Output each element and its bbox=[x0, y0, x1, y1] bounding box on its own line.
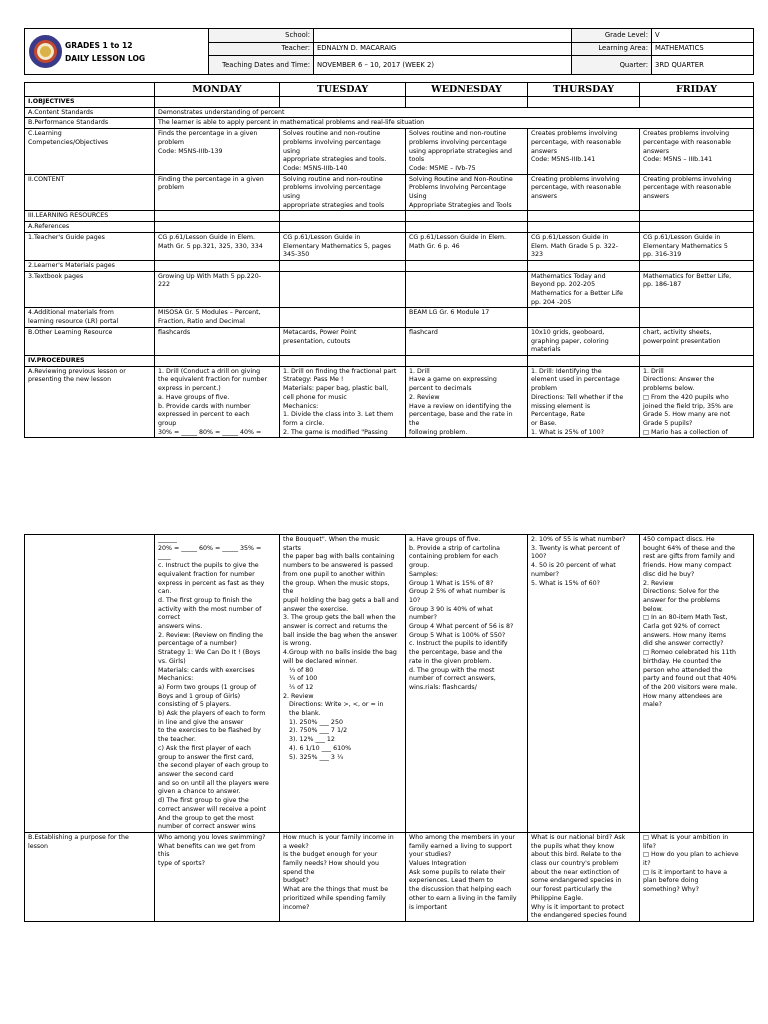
cell-tuesday: CG p.61/Lesson Guide in Elementary Mathematics 5, pages 345-350 bbox=[280, 232, 406, 260]
learning-area-label: Learning Area: bbox=[572, 42, 652, 56]
cell-wednesday: a. Have groups of five. b. Provide a strip of cartolina containing problem for each group. Samples: Group 1 What is 15% of 8? Group 2 5% of what number is 10? Group 3 90 is 40% of what number? Group 4 What percent of 56 is 8? Group 5 What is 100% of 550? c. Instruct the pupils to identify the percentage, base and the rate in the given problem. d. The group with the most number of correct answers, wins.rials: flashcards/ bbox=[406, 535, 528, 833]
quarter-value: 3RD QUARTER bbox=[652, 56, 754, 75]
row-label-ii-content: II.CONTENT bbox=[25, 174, 155, 211]
cell-tuesday bbox=[280, 222, 406, 233]
day-header-blank bbox=[25, 83, 155, 97]
cell-tuesday: How much is your family income in a week? Is the budget enough for your family needs? How should you spend the budget? What are the things that must be prioritized while spending family income? bbox=[280, 832, 406, 921]
cell-tuesday: Solving routine and non-routine problems involving percentage using appropriate strategies and tools bbox=[280, 174, 406, 211]
cell-thursday: What is our national bird? Ask the pupils what they know about this bird. Relate to the class our country's problem about the near extinction of some endangered species in our forest particularly the Philippine Eagle. Why is it important to protect the endangered species found bbox=[528, 832, 640, 921]
teacher-value: EDNALYN D. MACARAIG bbox=[314, 42, 572, 56]
cell-friday: CG p.61/Lesson Guide in Elementary Mathematics 5 pp. 316-319 bbox=[640, 232, 754, 260]
cell-friday: Mathematics for Better Life, pp. 186-187 bbox=[640, 271, 754, 308]
cell-thursday bbox=[528, 308, 640, 327]
cell-thursday bbox=[528, 211, 640, 222]
cell-tuesday: the Bouquet". When the music starts the paper bag with balls containing numbers to be answered is passed from one pupil to another within the group. When the music stops, the pupil holding the bag gets a ball and answer the exercise. 3. The group gets the ball when the answer is correct and returns the ball inside the bag when the answer is wrong. 4.Group with no balls inside the bag will be declared winner. ⅓ of 80 ¼ of 100 ⅖ of 12 2. Review Directions: Write >, <, or = in the blank. 1). 250% ___ 250 2). 750% ___ 7 1/2 3). 12% ___ 12 4). 6 1/10 ___ 610% 5). 325% ___ 3 ¼ bbox=[280, 535, 406, 833]
row-label-4-additional-materials-from-learning-res: 4.Additional materials from learning resource (LR) portal bbox=[25, 308, 155, 327]
table-row bbox=[25, 222, 754, 233]
cell-monday: Growing Up With Math 5 pp.220- 222 bbox=[155, 271, 280, 308]
row-label-a-reviewing-previous-lesson-or-presentin: A.Reviewing previous lesson or presenting the new lesson bbox=[25, 366, 155, 438]
cell-wednesday: CG p.61/Lesson Guide in Elem. Math Gr. 6 p. 46 bbox=[406, 232, 528, 260]
cell-monday: Who among you loves swimming? What benefits can we get from this type of sports? bbox=[155, 832, 280, 921]
cell-monday bbox=[155, 355, 280, 366]
cell-wednesday: 1. Drill Have a game on expressing percent to decimals 2. Review Have a review on identifying the percentage, base and the rate in the following problem. bbox=[406, 366, 528, 438]
table-row bbox=[25, 355, 754, 366]
day-header-monday: MONDAY bbox=[155, 83, 280, 97]
cell-monday bbox=[155, 211, 280, 222]
cell-monday bbox=[155, 97, 280, 108]
teacher-label: Teacher: bbox=[209, 42, 314, 56]
cell-monday: CG p.61/Lesson Guide in Elem. Math Gr. 5 pp.321, 325, 330, 334 bbox=[155, 232, 280, 260]
cell-thursday bbox=[528, 222, 640, 233]
table-row bbox=[25, 327, 754, 355]
table-row bbox=[25, 832, 754, 921]
cell-friday: Creating problems involving percentage with reasonable answers bbox=[640, 174, 754, 211]
cell-tuesday: Metacards, Power Point presentation, cutouts bbox=[280, 327, 406, 355]
cell-wednesday bbox=[406, 97, 528, 108]
day-header-wednesday: WEDNESDAY bbox=[406, 83, 528, 97]
deped-seal-icon bbox=[29, 35, 62, 68]
cell-monday bbox=[155, 222, 280, 233]
table-row bbox=[25, 308, 754, 327]
cell-thursday: 2. 10% of 55 is what number? 3. Twenty is what percent of 100? 4. 50 is 20 percent of what number? 5. What is 15% of 60? bbox=[528, 535, 640, 833]
school-value bbox=[314, 29, 572, 43]
row-label-b-other-learning-resource: B.Other Learning Resource bbox=[25, 327, 155, 355]
table-row bbox=[25, 129, 754, 175]
row-label-blank bbox=[25, 535, 155, 833]
table-row bbox=[25, 232, 754, 260]
cell-monday: Finding the percentage in a given problem bbox=[155, 174, 280, 211]
grade-level-label: Grade Level: bbox=[572, 29, 652, 43]
cell-friday bbox=[640, 222, 754, 233]
cell-tuesday: 1. Drill on finding the fractional part Strategy: Pass Me ! Materials: paper bag, plastic ball, cell phone for music Mechanics: 1. Divide the class into 3. Let them form a circle. 2. The game is modified "Passing bbox=[280, 366, 406, 438]
table-row bbox=[25, 211, 754, 222]
cell-thursday: Mathematics Today and Beyond pp. 202-205 Mathematics for a Better Life pp. 204 -205 bbox=[528, 271, 640, 308]
row-label-a-references: A.References bbox=[25, 222, 155, 233]
day-header-tuesday: TUESDAY bbox=[280, 83, 406, 97]
row-label-iv-procedures: IV.PROCEDURES bbox=[25, 355, 155, 366]
cell-wednesday: Solves routine and non-routine problems involving percentage using appropriate strategies and tools Code: M5ME – IVb-75 bbox=[406, 129, 528, 175]
table-row bbox=[25, 535, 754, 833]
cell-tuesday bbox=[280, 308, 406, 327]
row-label-iii-learning-resources: III.LEARNING RESOURCES bbox=[25, 211, 155, 222]
cell-thursday: Creates problems involving percentage, with reasonable answers Code: M5NS-IIIb.141 bbox=[528, 129, 640, 175]
table-row bbox=[25, 118, 754, 129]
cell-wednesday: Who among the members in your family earned a living to support your studies? Values Integration Ask some pupils to relate their experiences. Lead them to the discussion that helping each other to earn a living in the family is important bbox=[406, 832, 528, 921]
table-row bbox=[25, 174, 754, 211]
cell-monday: Finds the percentage in a given problem Code: M5NS-IIIb-139 bbox=[155, 129, 280, 175]
document-page-2 bbox=[0, 526, 768, 1024]
row-label-3-textbook-pages: 3.Textbook pages bbox=[25, 271, 155, 308]
cell-monday bbox=[155, 260, 280, 271]
cell-friday bbox=[640, 355, 754, 366]
cell-thursday: 1. Drill: Identifying the element used in percentage problem Directions: Tell whether if the missing element is Percentage, Rate or Base. 1. What is 25% of 100? bbox=[528, 366, 640, 438]
cell-friday bbox=[640, 97, 754, 108]
table-row bbox=[25, 366, 754, 438]
cell-wednesday: flashcard bbox=[406, 327, 528, 355]
cell-friday: □ What is your ambition in life? □ How do you plan to achieve it? □ Is it important to have a plan before doing something? Why? bbox=[640, 832, 754, 921]
cell-monday: ______ 20% = _____ 60% = _____ 35% = ____ c. Instruct the pupils to give the equivalent fraction for number express in percent as fast as they can. d. The first group to finish the activity with the most number of correct answers wins. 2. Review: (Review on finding the percentage of a number) Strategy 1: We Can Do It ! (Boys vs. Girls) Materials: cards with exercises Mechanics: a) Form two groups (1 group of Boys and 1 group of Girls) consisting of 5 players. b) Ask the players of each to form in line and give the answer to the exercises to be flashed by the teacher. c) Ask the first player of each group to answer the first card, the second player of each group to answer the second card and so on until all the players were given a chance to answer. d) The first group to give the correct answer will receive a point And the group to get the most number of correct answer wins bbox=[155, 535, 280, 833]
row-label-2-learner-s-materials-pages: 2.Learner's Materials pages bbox=[25, 260, 155, 271]
cell-thursday: 10x10 grids, geoboard, graphing paper, coloring materials bbox=[528, 327, 640, 355]
cell-monday: MISOSA Gr. 5 Modules – Percent, Fraction, Ratio and Decimal bbox=[155, 308, 280, 327]
learning-area-value: MATHEMATICS bbox=[652, 42, 754, 56]
table-row bbox=[25, 260, 754, 271]
cell-thursday bbox=[528, 260, 640, 271]
row-label-b-performance-standards: B.Performance Standards bbox=[25, 118, 155, 129]
header-title-block bbox=[25, 29, 209, 75]
table-row bbox=[25, 271, 754, 308]
day-header-friday: FRIDAY bbox=[640, 83, 754, 97]
cell-wednesday bbox=[406, 271, 528, 308]
cell-friday: chart, activity sheets, powerpoint presentation bbox=[640, 327, 754, 355]
cell-friday: 1. Drill Directions: Answer the problems below. □ From the 420 pupils who joined the field trip, 35% are Grade 5. How many are not Grade 5 pupils? □ Mario has a collection of bbox=[640, 366, 754, 438]
cell-friday bbox=[640, 260, 754, 271]
header-table bbox=[24, 28, 754, 75]
title-line-1: GRADES 1 to 12 bbox=[65, 41, 133, 50]
cell-tuesday bbox=[280, 260, 406, 271]
lesson-log-table-page-2 bbox=[24, 534, 754, 922]
row-label-a-content-standards: A.Content Standards bbox=[25, 107, 155, 118]
title-line-2: DAILY LESSON LOG bbox=[65, 54, 146, 63]
cell-thursday: CG p.61/Lesson Guide in Elem. Math Grade 5 p. 322- 323 bbox=[528, 232, 640, 260]
cell-tuesday bbox=[280, 211, 406, 222]
cell-thursday bbox=[528, 355, 640, 366]
table-row bbox=[25, 97, 754, 108]
dates-value: NOVEMBER 6 – 10, 2017 (WEEK 2) bbox=[314, 56, 572, 75]
row-label-b-establishing-a-purpose-for-the-lesson: B.Establishing a purpose for the lesson bbox=[25, 832, 155, 921]
row-label-1-teacher-s-guide-pages: 1.Teacher's Guide pages bbox=[25, 232, 155, 260]
cell-monday: 1. Drill (Conduct a drill on giving the equivalent fraction for number express in percent.) a. Have groups of five. b. Provide cards with number expressed in percent to each group 30% = _____ 80% = _____ 40% = bbox=[155, 366, 280, 438]
merged-cell: The learner is able to apply percent in mathematical problems and real-life situation bbox=[155, 118, 754, 129]
cell-tuesday bbox=[280, 271, 406, 308]
cell-wednesday: BEAM LG Gr. 6 Module 17 bbox=[406, 308, 528, 327]
grade-level-value: V bbox=[652, 29, 754, 43]
row-label-i-objectives: I.OBJECTIVES bbox=[25, 97, 155, 108]
cell-monday: flashcards bbox=[155, 327, 280, 355]
cell-tuesday: Solves routine and non-routine problems involving percentage using appropriate strategies and tools. Code: M5NS-IIIb-140 bbox=[280, 129, 406, 175]
cell-wednesday bbox=[406, 260, 528, 271]
quarter-label: Quarter: bbox=[572, 56, 652, 75]
cell-wednesday: Solving Routine and Non-Routine Problems Involving Percentage Using Appropriate Strategies and Tools bbox=[406, 174, 528, 211]
cell-wednesday bbox=[406, 355, 528, 366]
cell-friday bbox=[640, 211, 754, 222]
cell-tuesday bbox=[280, 97, 406, 108]
dates-label: Teaching Dates and Time: bbox=[209, 56, 314, 75]
cell-wednesday bbox=[406, 222, 528, 233]
table-row bbox=[25, 107, 754, 118]
cell-friday bbox=[640, 308, 754, 327]
cell-thursday bbox=[528, 97, 640, 108]
row-label-c-learning-competencies-objectives: C.Learning Competencies/Objectives bbox=[25, 129, 155, 175]
cell-wednesday bbox=[406, 211, 528, 222]
cell-thursday: Creating problems involving percentage, with reasonable answers bbox=[528, 174, 640, 211]
cell-tuesday bbox=[280, 355, 406, 366]
lesson-log-table-page-1 bbox=[24, 82, 754, 438]
merged-cell: Demonstrates understanding of percent bbox=[155, 107, 754, 118]
cell-friday: 450 compact discs. He bought 64% of these and the rest are gifts from family and friends. How many compact disc did he buy? 2. Review Directions: Solve for the answer for the problems below. □ In an 80-item Math Test, Carla got 92% of correct answers. How many items did she answer correctly? □ Romeo celebrated his 11th birthday. He counted the person who attended the party and found out that 40% of the 200 visitors were male. How many attendees are male? bbox=[640, 535, 754, 833]
cell-friday: Creates problems involving percentage with reasonable answers Code: M5NS – IIIb.141 bbox=[640, 129, 754, 175]
school-label: School: bbox=[209, 29, 314, 43]
day-header-thursday: THURSDAY bbox=[528, 83, 640, 97]
document-page-1 bbox=[0, 0, 768, 470]
